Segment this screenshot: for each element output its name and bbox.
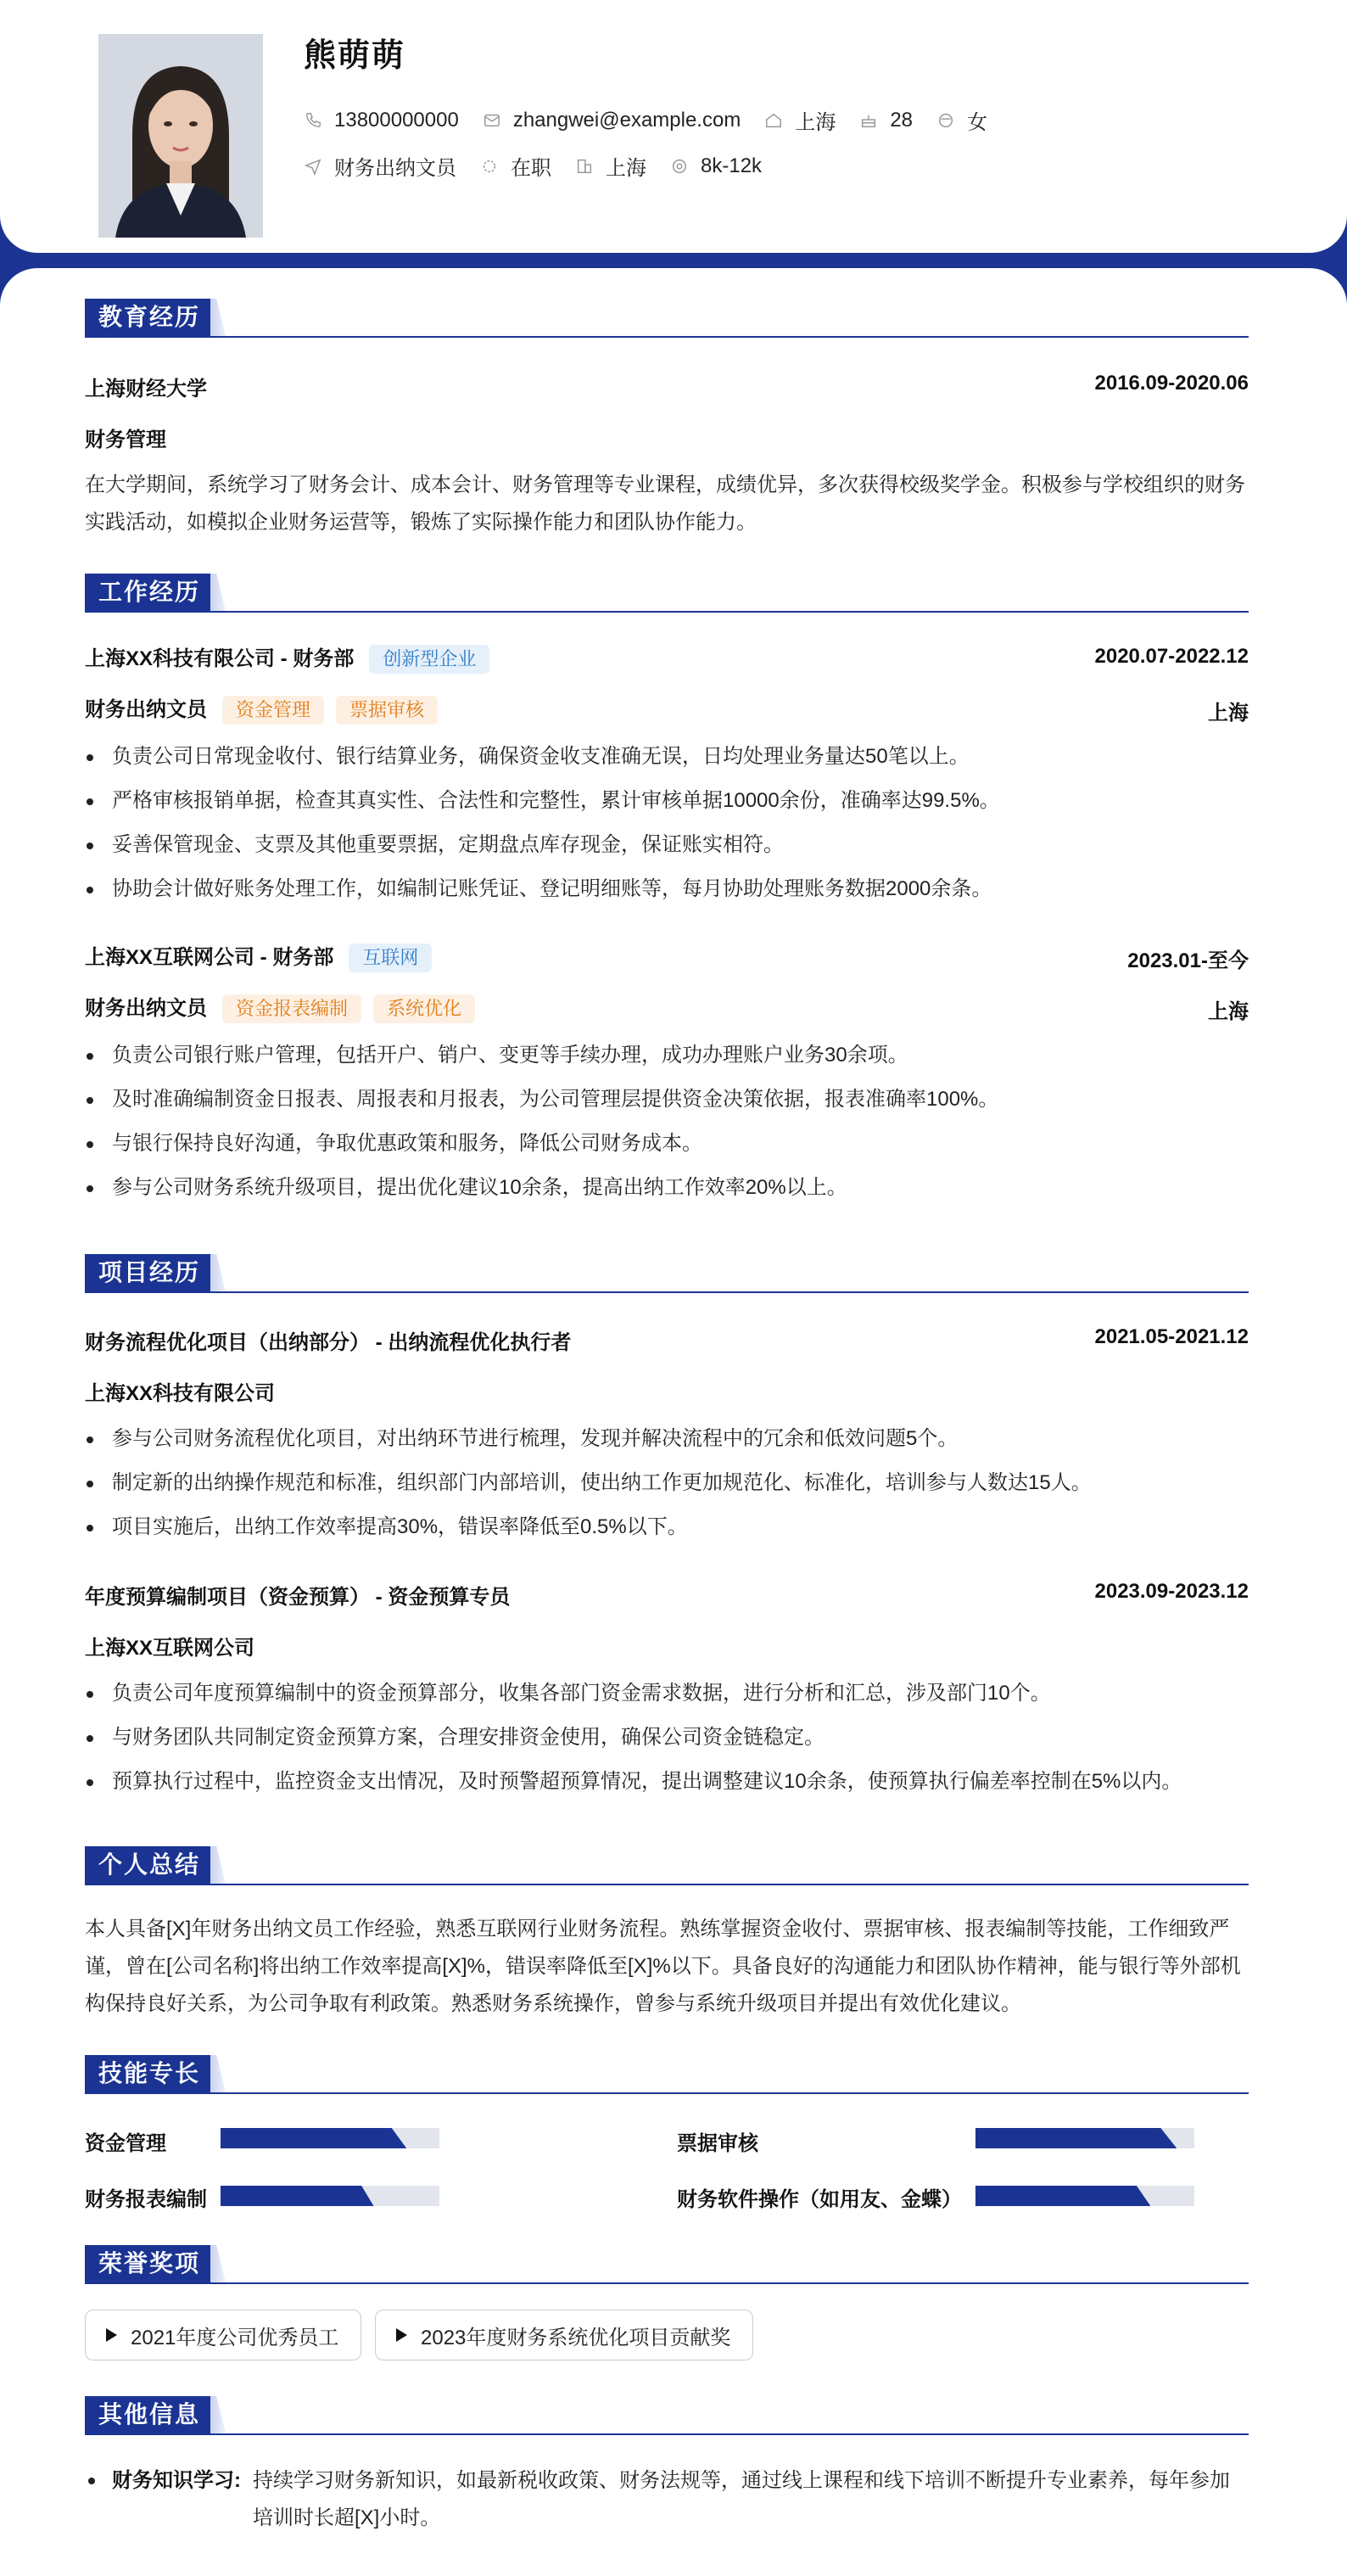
company: 上海XX互联网公司 - 财务部 — [85, 946, 334, 969]
list-item: 严格审核报销单据，检查其真实性、合法性和完整性，累计审核单据10000余份，准确率达99.5%。 — [112, 779, 1249, 823]
skill-bar-fill — [975, 2128, 1177, 2148]
award-badge — [375, 2310, 753, 2360]
edu-date: 2016.09-2020.06 — [1094, 372, 1249, 395]
section-skills — [85, 2055, 1249, 2094]
other-label: 财务知识学习: — [112, 2469, 241, 2492]
section-title: 工作经历 — [85, 574, 214, 611]
industry-tag: 创新型企业 — [369, 645, 489, 674]
work-bullets — [85, 735, 1249, 911]
cake-icon — [859, 111, 878, 130]
role: 财务出纳文员 — [85, 698, 207, 721]
home-icon — [764, 111, 783, 130]
list-item: 负责公司年度预算编制中的资金预算部分，收集各部门资金需求数据，进行分析和汇总，涉及部门10个。 — [112, 1672, 1249, 1716]
major: 财务管理 — [85, 428, 166, 451]
phone-text: 13800000000 — [334, 108, 459, 132]
target-city-text: 上海 — [606, 157, 646, 180]
list-item: 制定新的出纳操作规范和标准，组织部门内部培训，使出纳工作更加规范化、标准化，培训参与人数达15人。 — [112, 1461, 1249, 1505]
mail-icon — [483, 111, 501, 130]
gender-text: 女 — [967, 111, 988, 134]
section-title: 其他信息 — [85, 2396, 214, 2433]
project-company: 上海XX互联网公司 — [85, 1637, 255, 1660]
list-item: 与银行保持良好沟通，争取优惠政策和服务，降低公司财务成本。 — [112, 1122, 1249, 1166]
skill-bar-fill — [221, 2186, 374, 2206]
section-title: 荣誉奖项 — [85, 2245, 214, 2282]
list-item: 项目实施后，出纳工作效率提高30%，错误率降低至0.5%以下。 — [112, 1505, 1249, 1549]
profile-header — [0, 0, 1347, 253]
list-item: 与财务团队共同制定资金预算方案，合理安排资金使用，确保公司资金链稳定。 — [112, 1716, 1249, 1760]
work-date: 2023.01-至今 — [1127, 949, 1249, 972]
role: 财务出纳文员 — [85, 997, 207, 1020]
section-work — [85, 574, 1249, 613]
other-text: 持续学习财务新知识，如最新税收政策、财务法规等，通过线上课程和线下培训不断提升专业素养，每年参加 — [253, 2469, 1230, 2492]
industry-tag: 互联网 — [349, 944, 432, 972]
section-title: 项目经历 — [85, 1254, 214, 1291]
skill-bar — [221, 2186, 439, 2206]
email-text: zhangwei@example.com — [512, 108, 741, 132]
section-honors — [85, 2245, 1249, 2284]
skill-name: 财务报表编制 — [85, 2188, 207, 2211]
skill-tag: 资金报表编制 — [222, 994, 361, 1023]
project-date: 2021.05-2021.12 — [1094, 1325, 1249, 1348]
status-text: 在职 — [511, 157, 551, 180]
list-item: 协助会计做好账务处理工作，如编制记账凭证、登记明细账等，每月协助处理账务数据2000余条。 — [112, 867, 1249, 911]
list-item: 参与公司财务系统升级项目，提出优化建议10余条，提高出纳工作效率20%以上。 — [112, 1166, 1249, 1210]
phone-icon — [304, 111, 322, 130]
project-bullets — [85, 1417, 1249, 1549]
project-title: 财务流程优化项目（出纳部分） - 出纳流程优化执行者 — [85, 1331, 572, 1354]
skill-bar-fill — [975, 2186, 1150, 2206]
avatar — [98, 34, 263, 238]
skill-name: 财务软件操作（如用友、金蝶） — [677, 2188, 962, 2211]
play-icon — [396, 2328, 407, 2342]
work-city: 上海 — [1208, 1000, 1249, 1023]
skill-bar — [975, 2128, 1194, 2148]
send-icon — [304, 157, 322, 176]
section-education — [85, 299, 1249, 338]
list-item: 参与公司财务流程优化项目，对出纳环节进行梳理，发现并解决流程中的冗余和低效问题5个。 — [112, 1417, 1249, 1461]
project-bullets — [85, 1672, 1249, 1804]
project-date: 2023.09-2023.12 — [1094, 1580, 1249, 1603]
job-target-text: 财务出纳文员 — [334, 157, 456, 180]
list-item: 预算执行过程中，监控资金支出情况，及时预警超预算情况，提出调整建议10余条，使预算执行偏差率控制在5%以内。 — [112, 1760, 1249, 1804]
section-title: 个人总结 — [85, 1846, 214, 1884]
list-item: 及时准确编制资金日报表、周报表和月报表，为公司管理层提供资金决策依据，报表准确率100%。 — [112, 1078, 1249, 1122]
section-other — [85, 2396, 1249, 2435]
skill-tag: 资金管理 — [222, 696, 324, 725]
play-icon — [106, 2328, 117, 2342]
skill-bar — [221, 2128, 439, 2148]
work-date: 2020.07-2022.12 — [1094, 645, 1249, 668]
company: 上海XX科技有限公司 - 财务部 — [85, 647, 355, 670]
city-text: 上海 — [795, 111, 836, 134]
work-item-1 — [85, 641, 1249, 674]
section-project — [85, 1254, 1249, 1293]
project-title: 年度预算编制项目（资金预算） - 资金预算专员 — [85, 1586, 511, 1609]
work-role-row — [85, 991, 1249, 1023]
skill-name: 票据审核 — [677, 2132, 758, 2155]
section-title: 技能专长 — [85, 2055, 214, 2092]
award-text: 2021年度公司优秀员工 — [131, 2326, 339, 2349]
list-item: 负责公司银行账户管理，包括开户、销户、变更等手续办理，成功办理账户业务30余项。 — [112, 1033, 1249, 1078]
age-text: 28 — [890, 108, 914, 132]
summary-text: 本人具备[X]年财务出纳文员工作经验，熟悉互联网行业财务流程。熟练掌握资金收付、票据审核、报表编制等技能，工作细致严谨，曾在[公司名称]将出纳工作效率提高[X]%，错误率降低至[X]%以下。具备良好的沟通能力和团队协作精神，能与银行等外部机构保持良好关系，为公司争取有利政策。熟悉财务系统操作，曾参与系统升级项目并提出有效优化建议。 — [85, 1918, 1241, 2015]
gender-icon — [936, 111, 955, 130]
status-icon — [480, 157, 499, 176]
list-item: 负责公司日常现金收付、银行结算业务，确保资金收支准确无误，日均处理业务量达50笔以上。 — [112, 735, 1249, 779]
other-text: 培训时长超[X]小时。 — [253, 2506, 441, 2529]
building-icon — [575, 157, 594, 176]
project-company: 上海XX科技有限公司 — [85, 1382, 276, 1405]
salary-icon — [670, 157, 689, 176]
edu-desc: 在大学期间，系统学习了财务会计、成本会计、财务管理等专业课程，成绩优异，多次获得校级奖学金。积极参与学校组织的财务实践活动，如模拟企业财务运营等，锻炼了实际操作能力和团队协作能力。 — [85, 473, 1245, 534]
skill-tag: 票据审核 — [336, 696, 438, 725]
section-summary — [85, 1846, 1249, 1885]
skill-bar-fill — [221, 2128, 406, 2148]
school-name: 上海财经大学 — [85, 378, 207, 400]
work-city: 上海 — [1208, 702, 1249, 725]
work-bullets — [85, 1033, 1249, 1210]
salary-text: 8k-12k — [701, 154, 763, 177]
contact-row — [304, 105, 1011, 135]
skill-bar — [975, 2186, 1194, 2206]
list-item: 妥善保管现金、支票及其他重要票据，定期盘点库存现金，保证账实相符。 — [112, 823, 1249, 867]
section-title: 教育经历 — [85, 299, 214, 336]
work-item-2 — [85, 940, 1249, 972]
candidate-name: 熊萌萌 — [304, 38, 406, 74]
award-text: 2023年度财务系统优化项目贡献奖 — [421, 2326, 731, 2349]
award-badge — [85, 2310, 361, 2360]
intent-row — [304, 151, 785, 181]
skill-tag: 系统优化 — [373, 994, 475, 1023]
work-role-row — [85, 692, 1249, 725]
skill-name: 资金管理 — [85, 2132, 166, 2155]
